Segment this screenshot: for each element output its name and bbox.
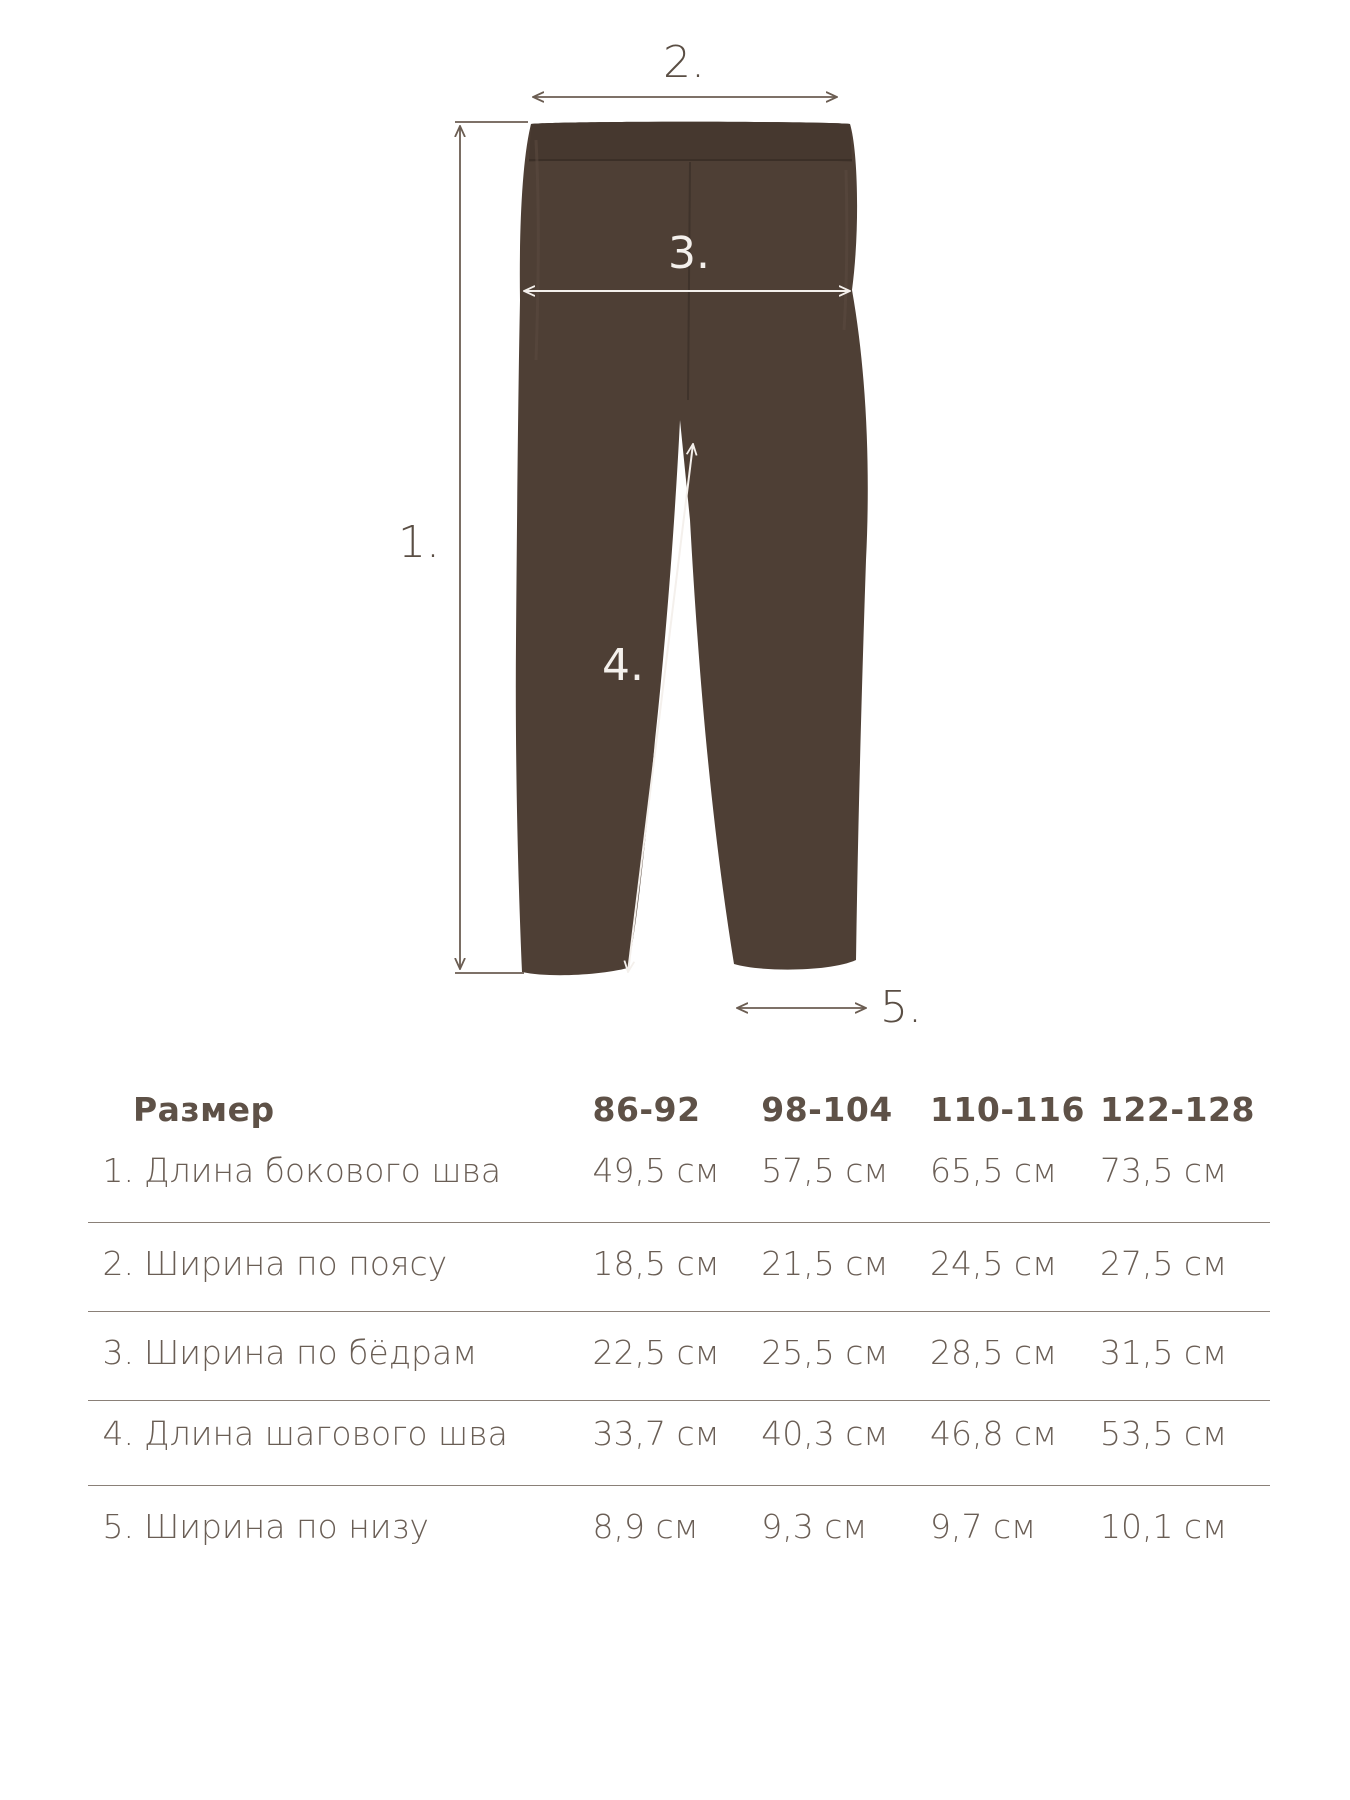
value-cell: 73,5 см — [1100, 1138, 1270, 1223]
table-row — [88, 1223, 1270, 1312]
measure-4-label: 4. — [602, 640, 644, 691]
value-cell: 8,9 см — [592, 1507, 699, 1546]
value-cell: 25,5 см — [761, 1312, 930, 1401]
header-size-label: Размер — [133, 1090, 275, 1129]
param-number: 3. — [102, 1333, 134, 1372]
param-cell — [88, 1312, 593, 1401]
value-cell: 31,5 см — [1100, 1312, 1270, 1401]
param-name: Длина бокового шва — [144, 1151, 502, 1190]
value-cell: 9,3 см — [761, 1507, 868, 1546]
value-cell: 53,5 см — [1100, 1401, 1270, 1486]
measure-1-side-length — [398, 122, 528, 973]
param-name: Длина шагового шва — [144, 1414, 508, 1453]
param-number: 2. — [102, 1244, 134, 1283]
value-cell: 21,5 см — [761, 1223, 930, 1312]
value-cell: 24,5 см — [930, 1223, 1100, 1312]
value-cell: 27,5 см — [1100, 1223, 1270, 1312]
measure-5-hem-width — [737, 982, 922, 1033]
size-chart-table — [88, 1082, 1270, 1574]
table-row — [88, 1401, 1270, 1486]
param-number: 1. — [102, 1151, 134, 1190]
param-number: 5. — [102, 1507, 134, 1546]
measure-5-label: 5. — [880, 982, 922, 1033]
header-size-122-128: 122-128 — [1099, 1090, 1255, 1129]
measure-2-label: 2. — [663, 37, 705, 88]
header-size-98-104: 98-104 — [761, 1090, 893, 1129]
table-row — [88, 1138, 1270, 1223]
param-name: Ширина по низу — [144, 1507, 429, 1546]
value-cell: 33,7 см — [593, 1401, 762, 1486]
param-cell — [88, 1223, 593, 1312]
value-cell: 9,7 см — [929, 1507, 1036, 1546]
value-cell: 40,3 см — [761, 1401, 930, 1486]
table-row — [88, 1312, 1270, 1401]
value-cell: 18,5 см — [593, 1223, 762, 1312]
param-number: 4. — [102, 1414, 134, 1453]
measure-3-label: 3. — [668, 228, 710, 279]
value-cell: 65,5 см — [930, 1138, 1100, 1223]
waistband — [529, 122, 852, 162]
value-cell: 46,8 см — [930, 1401, 1100, 1486]
param-cell — [88, 1138, 593, 1223]
table-row — [88, 1486, 1270, 1575]
measure-2-waist-width — [533, 37, 837, 97]
value-cell: 57,5 см — [761, 1138, 930, 1223]
value-cell: 22,5 см — [593, 1312, 762, 1401]
value-cell: 49,5 см — [593, 1138, 762, 1223]
param-cell — [88, 1486, 593, 1575]
param-name: Ширина по поясу — [144, 1244, 448, 1283]
value-cell: 10,1 см — [1099, 1507, 1227, 1546]
param-name: Ширина по бёдрам — [144, 1333, 478, 1372]
table-header-row — [88, 1082, 1270, 1138]
param-cell — [88, 1401, 593, 1486]
measure-1-label: 1. — [398, 517, 440, 568]
value-cell: 28,5 см — [930, 1312, 1100, 1401]
header-size-110-116: 110-116 — [929, 1090, 1085, 1129]
header-size-86-92: 86-92 — [592, 1090, 701, 1129]
